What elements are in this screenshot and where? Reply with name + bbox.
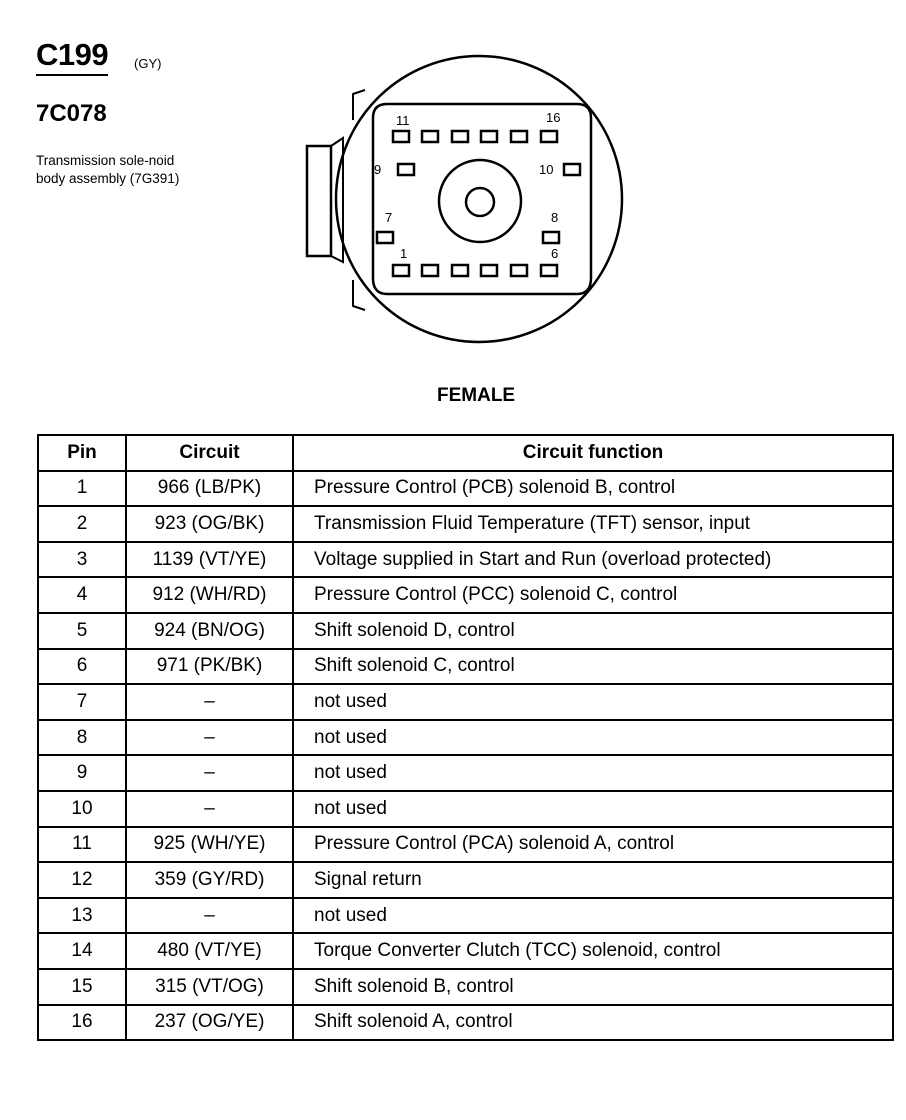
connector-id: C199 (36, 38, 108, 76)
cell-circuit-function: not used (293, 755, 893, 791)
part-number: 7C078 (36, 100, 107, 127)
header-circuit-function: Circuit function (293, 435, 893, 471)
cell-circuit: – (126, 720, 293, 756)
cell-pin: 9 (38, 755, 126, 791)
part-description: Transmission sole-noid body assembly (7G391) (36, 153, 180, 186)
cell-pin: 14 (38, 933, 126, 969)
cell-circuit: 925 (WH/YE) (126, 827, 293, 863)
table-row (38, 577, 893, 613)
pin-label: 8 (551, 210, 559, 225)
table-header-row (38, 435, 893, 471)
cell-pin: 16 (38, 1005, 126, 1041)
cell-pin: 1 (38, 471, 126, 507)
table-row (38, 613, 893, 649)
cell-pin: 13 (38, 898, 126, 934)
cell-pin: 6 (38, 649, 126, 685)
table-row (38, 506, 893, 542)
connector-color-code: (GY) (134, 56, 162, 71)
pin-label: 16 (546, 110, 561, 125)
header-circuit: Circuit (126, 435, 293, 471)
cell-circuit: 480 (VT/YE) (126, 933, 293, 969)
table-row (38, 933, 893, 969)
connector-outer-ring (336, 56, 622, 342)
cell-circuit: 924 (BN/OG) (126, 613, 293, 649)
table-row (38, 791, 893, 827)
cell-pin: 10 (38, 791, 126, 827)
connector-center-post (439, 160, 521, 242)
cell-circuit: 237 (OG/YE) (126, 1005, 293, 1041)
cell-circuit-function: not used (293, 720, 893, 756)
cell-circuit: – (126, 684, 293, 720)
connector-gender-label: FEMALE (437, 385, 516, 406)
terminal-row-top (393, 131, 557, 142)
cell-circuit-function: Shift solenoid D, control (293, 613, 893, 649)
pin-label: 9 (374, 162, 382, 177)
pinout-table (37, 434, 894, 1041)
table-row (38, 649, 893, 685)
cell-circuit-function: not used (293, 791, 893, 827)
pin-label: 6 (551, 246, 559, 261)
cell-circuit-function: not used (293, 898, 893, 934)
table-row (38, 898, 893, 934)
cell-pin: 15 (38, 969, 126, 1005)
table-row (38, 1005, 893, 1041)
cell-circuit-function: Signal return (293, 862, 893, 898)
connector-center-hole (466, 188, 494, 216)
cell-circuit: 923 (OG/BK) (126, 506, 293, 542)
cell-pin: 4 (38, 577, 126, 613)
cell-pin: 2 (38, 506, 126, 542)
cell-circuit: 1139 (VT/YE) (126, 542, 293, 578)
cell-circuit: 359 (GY/RD) (126, 862, 293, 898)
cell-circuit-function: Shift solenoid C, control (293, 649, 893, 685)
connector-latch (307, 146, 331, 256)
header-pin: Pin (38, 435, 126, 471)
cell-circuit-function: Voltage supplied in Start and Run (overload protected) (293, 542, 893, 578)
terminal-row-bottom (393, 265, 557, 276)
table-row (38, 827, 893, 863)
cell-pin: 8 (38, 720, 126, 756)
cell-circuit-function: Torque Converter Clutch (TCC) solenoid, control (293, 933, 893, 969)
cell-circuit-function: Pressure Control (PCB) solenoid B, control (293, 471, 893, 507)
table-row (38, 684, 893, 720)
cell-pin: 5 (38, 613, 126, 649)
cell-pin: 11 (38, 827, 126, 863)
cell-circuit-function: Transmission Fluid Temperature (TFT) sensor, input (293, 506, 893, 542)
cell-circuit-function: Shift solenoid B, control (293, 969, 893, 1005)
cell-pin: 7 (38, 684, 126, 720)
connector-face-diagram (295, 62, 561, 362)
pin-label: 7 (385, 210, 393, 225)
cell-circuit: 912 (WH/RD) (126, 577, 293, 613)
cell-circuit: 966 (LB/PK) (126, 471, 293, 507)
table-row (38, 969, 893, 1005)
cell-circuit: – (126, 755, 293, 791)
pin-label: 10 (539, 162, 554, 177)
cell-circuit: – (126, 898, 293, 934)
pin-label: 11 (396, 113, 410, 128)
cell-circuit: – (126, 791, 293, 827)
table-row (38, 471, 893, 507)
cell-pin: 12 (38, 862, 126, 898)
table-row (38, 755, 893, 791)
cell-circuit: 971 (PK/BK) (126, 649, 293, 685)
pin-label: 1 (400, 246, 408, 261)
table-row (38, 862, 893, 898)
cell-circuit-function: Pressure Control (PCA) solenoid A, control (293, 827, 893, 863)
cell-circuit-function: Pressure Control (PCC) solenoid C, control (293, 577, 893, 613)
cell-circuit-function: Shift solenoid A, control (293, 1005, 893, 1041)
cell-pin: 3 (38, 542, 126, 578)
cell-circuit: 315 (VT/OG) (126, 969, 293, 1005)
table-row (38, 720, 893, 756)
cell-circuit-function: not used (293, 684, 893, 720)
table-row (38, 542, 893, 578)
